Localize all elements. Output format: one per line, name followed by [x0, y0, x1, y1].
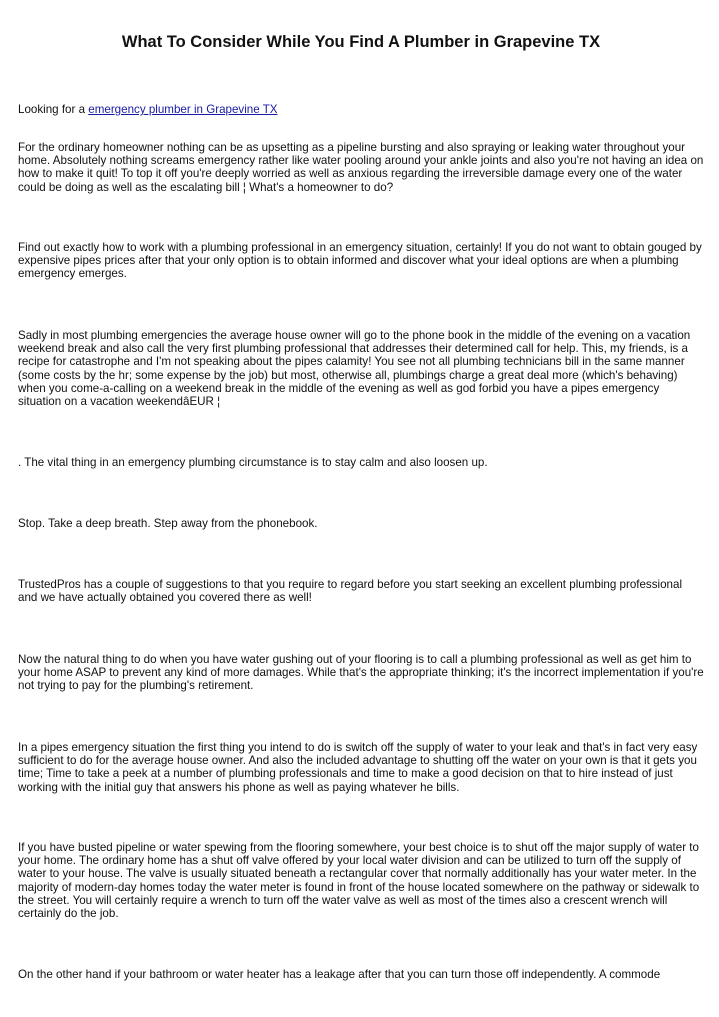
paragraph-2: Find out exactly how to work with a plumbing professional in an emergency situation, certainly! If you do not want to obtain gouged by expensive pipes prices after that your only option is to obtain informed and discover what your ideal options are when a plumbing emergency emerges.: [18, 241, 702, 281]
paragraph-10: On the other hand if your bathroom or water heater has a leakage after that you can turn those off independently. A commode: [18, 968, 661, 981]
paragraph-6: TrustedPros has a couple of suggestions to that you require to regard before you start seeking an excellent plumbing professional and we have actually obtained you covered there as well!: [18, 578, 683, 605]
paragraph-9: If you have busted pipeline or water spewing from the flooring somewhere, your best choice is to shut off the major supply of water to your home. The ordinary home has a shut off valve offered by your local water division and can be utilized to turn off the supply of water to your house. The valve is usually situated beneath a rectangular cover that normally additionally has your water meter. In the majority of modern-day homes today the water meter is found in front of the house located somewhere on the pathway or sidewalk to the street. You will certainly require a wrench to turn off the water valve as well as most of the times also a crescent wrench will certainly do the job.: [18, 841, 700, 921]
intro-paragraph: [18, 103, 704, 116]
paragraph-3: Sadly in most plumbing emergencies the average house owner will go to the phone book in the middle of the evening on a vacation weekend break and also call the very first plumbing professional that addresses their determined call for help. This, my friends, is a recipe for catastrophe and I'm not speaking about the pipes calamity! You see not all plumbing technicians bill in the same manner (some costs by the hr; some expense by the job) but most, otherwise all, plumbings charge a great deal more (which's behaving) when you come-a-calling on a weekend break in the middle of the evening as well as god forbid you have a pipes emergency situation on a vacation weekendâEUR ¦: [18, 329, 691, 409]
paragraph-7: Now the natural thing to do when you have water gushing out of your flooring is to call a plumbing professional as well as get him to your home ASAP to prevent any kind of more damages. While that's the appropriate thinking; it's the incorrect implementation if you're not trying to pay for the plumbing's retirement.: [18, 653, 704, 693]
paragraph-4: . The vital thing in an emergency plumbing circumstance is to stay calm and also loosen up.: [18, 456, 488, 469]
emergency-plumber-link[interactable]: emergency plumber in Grapevine TX: [88, 103, 278, 116]
paragraph-1: For the ordinary homeowner nothing can be as upsetting as a pipeline bursting and also spraying or leaking water throughout your home. Absolutely nothing screams emergency rather like water pooling around your ankle joints and also you're not having an idea on how to make it quit! To top it off you're deeply worried as well as anxious regarding the irreversible damage every one of the water could be doing as well as the escalating bill ¦ What's a homeowner to do?: [18, 141, 704, 194]
intro-prefix: Looking for a: [18, 103, 89, 116]
paragraph-5: Stop. Take a deep breath. Step away from the phonebook.: [18, 517, 318, 530]
document-title: What To Consider While You Find A Plumber in Grapevine TX: [121, 33, 601, 51]
paragraph-8: In a pipes emergency situation the first thing you intend to do is switch off the supply of water to your leak and that's in fact very easy sufficient to do for the average house owner. And also the included advantage to shutting off the water on your own is that it gets you time; Time to take a peek at a number of plumbing professionals and time to make a good decision on that to hire instead of just working with the initial guy that answers his phone as well as paying whatever he bills.: [18, 741, 698, 794]
